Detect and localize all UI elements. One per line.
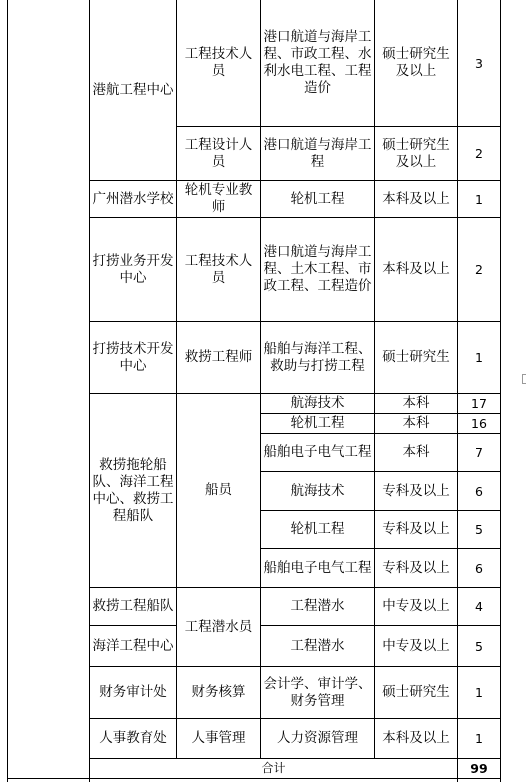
total-value: 99	[470, 761, 488, 776]
education-cell: 硕士研究生	[382, 349, 450, 365]
count-cell: 6	[475, 483, 483, 499]
unit-cell: 广州潜水学校	[92, 190, 174, 207]
count-cell: 2	[475, 262, 483, 277]
count-cell: 5	[475, 522, 483, 537]
major-cell: 轮机工程	[290, 521, 345, 537]
education-cell: 本科	[402, 395, 430, 411]
major-cell: 轮机工程	[290, 190, 345, 207]
major-cell: 航海技术	[290, 482, 345, 499]
unit-cell: 人事教育处	[99, 730, 167, 746]
count-cell: 4	[475, 599, 483, 614]
position-cell: 工程设计人员	[184, 136, 253, 170]
unit-cell: 救捞拖轮船队、海洋工程中心、救捞工程船队	[92, 456, 174, 524]
position-cell: 人事管理	[191, 730, 246, 746]
position-cell: 轮机专业教师	[184, 182, 253, 215]
education-cell: 中专及以上	[382, 637, 450, 654]
total-label: 合计	[261, 761, 286, 775]
count-cell: 1	[475, 191, 483, 207]
major-cell: 工程潜水	[290, 598, 345, 614]
education-cell: 本科及以上	[382, 261, 450, 277]
scroll-edge-marker	[522, 374, 526, 384]
education-cell: 本科	[402, 444, 430, 460]
unit-cell: 财务审计处	[99, 684, 167, 700]
count-cell: 17	[471, 396, 487, 411]
major-cell: 航海技术	[290, 395, 345, 411]
major-cell: 港口航道与海岸工程、市政工程、水利水电工程、工程造价	[263, 29, 372, 96]
position-cell: 财务核算	[191, 684, 246, 700]
position-cell: 救捞工程师	[184, 349, 253, 365]
education-cell: 硕士研究生及以上	[382, 46, 450, 79]
position-cell: 工程技术人员	[184, 252, 253, 286]
major-cell: 港口航道与海岸工程、土木工程、市政工程、工程造价	[263, 244, 372, 294]
count-cell: 7	[475, 445, 483, 460]
education-cell: 硕士研究生	[382, 684, 450, 700]
position-cell: 船员	[205, 482, 232, 498]
count-cell: 16	[471, 416, 487, 431]
major-cell: 港口航道与海岸工程	[263, 136, 372, 170]
education-cell: 本科及以上	[382, 730, 450, 746]
education-cell: 硕士研究生及以上	[382, 136, 450, 170]
major-cell: 人力资源管理	[277, 730, 358, 746]
unit-cell: 海洋工程中心	[92, 637, 174, 654]
education-cell: 本科及以上	[382, 190, 450, 207]
count-cell: 1	[475, 350, 483, 365]
education-cell: 本科	[402, 415, 430, 431]
major-cell: 船舶与海洋工程、救助与打捞工程	[263, 340, 372, 374]
major-cell: 工程潜水	[290, 637, 345, 654]
unit-cell: 救捞工程船队	[92, 598, 174, 614]
education-cell: 专科及以上	[382, 482, 450, 499]
count-cell: 2	[475, 146, 483, 161]
unit-cell: 打捞业务开发中心	[92, 252, 174, 286]
position-cell: 工程潜水员	[184, 618, 253, 635]
major-cell: 会计学、审计学、财务管理	[263, 675, 372, 709]
count-cell: 1	[475, 685, 483, 700]
major-cell: 轮机工程	[290, 415, 345, 431]
education-cell: 专科及以上	[382, 521, 450, 537]
unit-cell: 打捞技术开发中心	[92, 340, 174, 374]
count-cell: 5	[475, 638, 483, 654]
count-cell: 6	[475, 560, 483, 576]
education-cell: 中专及以上	[382, 598, 450, 614]
position-cell: 工程技术人员	[184, 46, 253, 79]
unit-cell: 港航工程中心	[92, 81, 174, 98]
education-cell: 专科及以上	[382, 559, 450, 576]
count-cell: 1	[475, 731, 483, 746]
major-cell: 船舶电子电气工程	[263, 444, 372, 460]
major-cell: 船舶电子电气工程	[263, 559, 372, 576]
count-cell: 3	[475, 55, 483, 71]
